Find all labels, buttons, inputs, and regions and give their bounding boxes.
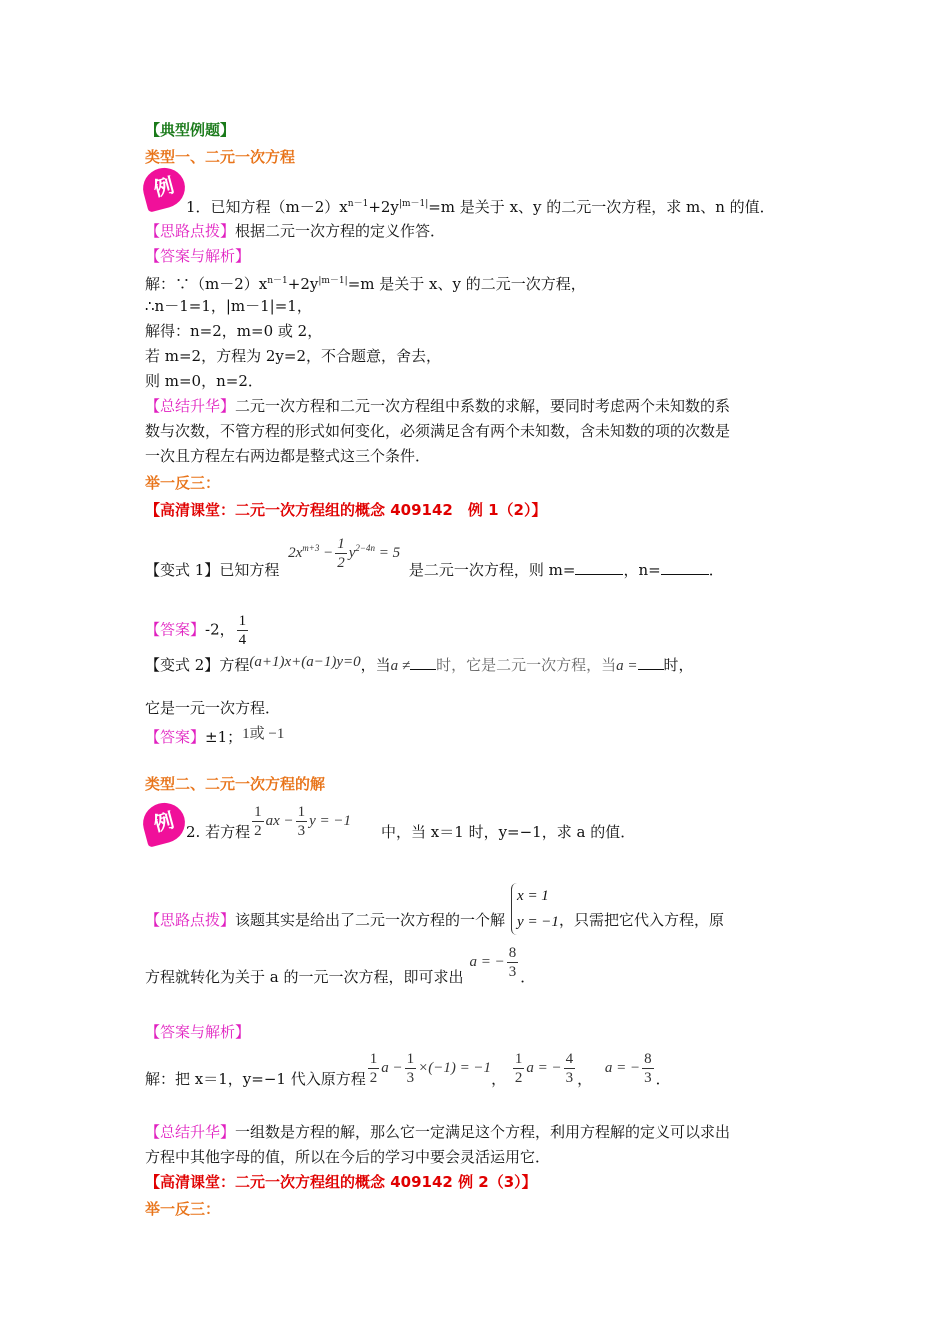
solution2: 解：把 x＝1，y=−1 代入原方程 $\frac{1}{2}$ a − $\frac{1}{3}$ ×(−1) = −1， $\frac{1}{2}$ a = − $\frac{4}{3}$ ， a = − $\frac{8}{3}$ ． [145,1051,671,1088]
answer-label-1: 【答案与解析】 [145,247,251,265]
summary1-line3: 一次且方程左右两边都是整式这三个条件． [145,447,431,465]
answer-variant2: 【答案】±1；1或 −1 [145,726,285,746]
section-heading: 【典型例题】 [145,121,236,139]
summary1-line1: 【总结升华】二元一次方程和二元一次方程组中系数的求解，要同时考虑两个未知数的系 [145,397,731,415]
answer-label-2: 【答案与解析】 [145,1023,251,1041]
solution1-line4: 若 m=2，方程为 2y=2，不合题意，舍去， [145,347,442,365]
summary1-line2: 数与次数，不管方程的形式如何变化，必须满足含有两个未知数，含未知数的项的次数是 [145,422,731,440]
summary2-line1: 【总结升华】一组数是方程的解，那么它一定满足这个方程，利用方程解的定义可以求出 [145,1123,731,1141]
hd-class-note-2: 【高清课堂：二元一次方程组的概念 409142 例 2（3）】 [145,1173,537,1191]
answer-variant1: 【答案】-2， $\frac{1}{4}$ [145,613,247,648]
hint2-line2: 方程就转化为关于 a 的一元一次方程，即可求出a = − $\frac{8}{3}$ ． [145,945,536,986]
example2-question: 2. 若方程 $\frac{1}{2}$ ax − $\frac{1}{3}$ y = −1中，当 x＝1 时，y=−1，求 a 的值． [186,804,636,841]
type1-heading: 类型一、二元一次方程 [145,148,296,166]
variant2-line2: 它是一元一次方程． [145,699,281,717]
example1-question: 1．已知方程$(m-2)x^{n-1}+2y^{|m-1|}=m$ 是关于 x、y 的二元一次方程，求 m、n 的值． [186,198,775,216]
solution1-line5: 则 m=0，n=2． [145,372,263,390]
solution1-line1: 解：$\because(m-2)x^{n-1}+2y^{|m-1|}=m$ 是关于 x、y 的二元一次方程， [145,275,586,293]
practice-heading-2: 举一反三： [145,1200,221,1218]
hint2: 【思路点拨】该题其实是给出了二元一次方程的一个解 x = 1 y = −1 ，只需把它代入方程，原 [145,895,724,947]
solution1-line2: ∴n－1=1，|m－1|=1， [145,297,312,315]
practice-heading-1: 举一反三： [145,474,221,492]
solution1-line3: 解得：n=2，m=0 或 2， [145,322,323,340]
type2-heading: 类型二、二元一次方程的解 [145,775,326,793]
m-blank[interactable] [575,574,623,575]
variant1: 【变式 1】已知方程 $2x^{m+3}$ − $\frac{1}{2}$ $y^{2-4n} = 5$ 是二元一次方程，则 m= ，n= ． [145,536,724,579]
n-blank[interactable] [661,574,709,575]
variant1-equation: $2x^{m+3}$ − $\frac{1}{2}$ $y^{2-4n} = 5$ [288,536,401,571]
hint1: 【思路点拨】根据二元一次方程的定义作答． [145,222,446,240]
variant2: 【变式 2】方程(a+1)x+(a−1)y=0，当a ≠ 时，它是二元一次方程，当a = 时， [145,654,694,674]
summary2-line2: 方程中其他字母的值，所以在今后的学习中要会灵活运用它． [145,1148,551,1166]
hd-class-note-1: 【高清课堂：二元一次方程组的概念 409142 例 1（2）】 [145,501,547,519]
example-badge-icon: 例 [139,163,190,213]
example-badge-icon: 例 [139,798,190,848]
